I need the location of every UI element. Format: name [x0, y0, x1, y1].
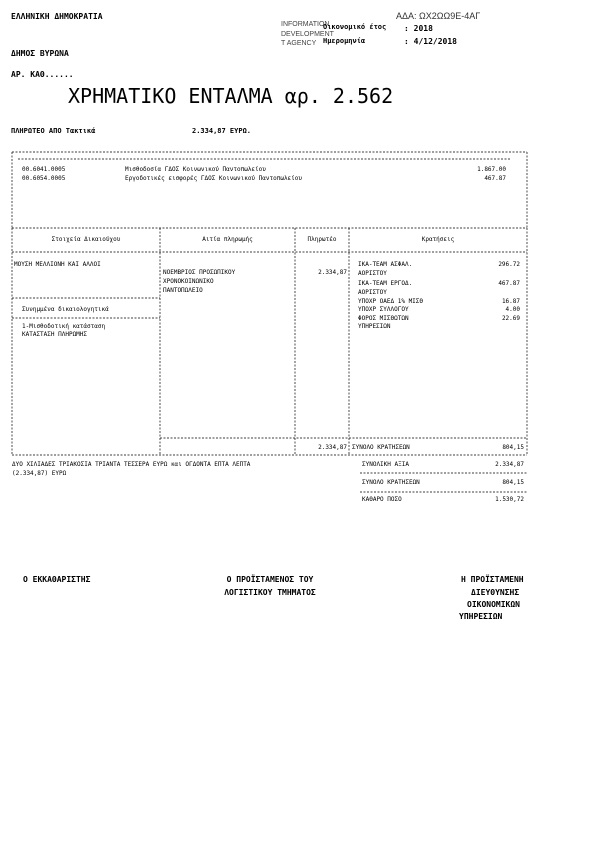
column-header-payable: Πληρωτέο — [307, 236, 337, 243]
budget-description-2: Εργοδοτικές εισφορές ΓΔΟΣ Κοινωνικού Παντοπωλείου — [125, 175, 303, 182]
deduction-amount: 22.69 — [501, 315, 520, 322]
date-value: : 4/12/2018 — [404, 37, 457, 46]
reason-line-2: ΧΡΟΝΟΚΟΙΝΩΝΙΚΟ — [163, 278, 214, 285]
deduction-label: ΥΠΗΡΕΣΙΩΝ — [358, 323, 391, 330]
payment-source-label: ΠΛΗΡΩΤΕΟ ΑΠΟ Τακτικά — [11, 127, 96, 135]
amount-in-words-line-1: ΔΥΟ ΧΙΛΙΑΔΕΣ ΤΡΙΑΚΟΣΙΑ ΤΡΙΑΝΤΑ ΤΕΣΣΕΡΑ ΕΥΡΩ και ΟΓΔΟΝΤΑ ΕΠΤΑ ΛΕΠΤΑ — [12, 461, 251, 468]
column-header-creditor: Στοιχεία Δικαιούχου — [51, 236, 121, 243]
state-name: ΕΛΛΗΝΙΚΗ ΔΗΜΟΚΡΑΤΙΑ — [11, 12, 103, 21]
budget-amount-1: 1.867.00 — [477, 166, 506, 173]
fiscal-year-value: : 2018 — [404, 24, 433, 33]
ada-code: ΑΔΑ: ΩΧ2ΩΩ9Ε-4ΑΓ — [396, 11, 481, 21]
deduction-label: ΑΟΡΙΣΤΟΥ — [358, 289, 387, 296]
deduction-label: ΙΚΑ-ΤΕΑΜ ΕΡΓΟΔ. — [358, 280, 413, 287]
deduction-label: ΙΚΑ-ΤΕΑΜ ΑΣΦΑΛ. — [358, 261, 413, 268]
summary-net-amount: 1.530,72 — [495, 496, 524, 503]
deduction-amount: 467.87 — [498, 280, 520, 287]
deduction-amount: 16.87 — [501, 298, 520, 305]
date-label: Ημερομηνία — [323, 37, 366, 45]
deduction-amount: 296.72 — [498, 261, 520, 268]
amount-in-words-line-2: (2.334,87) ΕΥΡΩ — [12, 470, 67, 477]
signature-director-line-1: Η ΠΡΟΪΣΤΑΜΕΝΗ — [461, 575, 524, 584]
signature-director-line-4: ΥΠΗΡΕΣΙΩΝ — [459, 612, 503, 621]
budget-amount-2: 467.87 — [484, 175, 506, 182]
column-header-reason: Αιτία πληρωμής — [202, 236, 253, 243]
deduction-label: ΦΟΡΟΣ ΜΙΣΘΩΤΩΝ — [358, 315, 409, 322]
summary-total-label: ΣΥΝΟΛΙΚΗ ΑΞΙΑ — [362, 461, 409, 468]
stamp-line-3: T AGENCY — [281, 40, 317, 47]
stamp-line-2: DEVELOPMENT — [281, 31, 334, 38]
stamp-line-1: INFORMATION — [281, 21, 330, 28]
reason-line-1: ΝΟΕΜΒΡΙΟΣ ΠΡΟΣΩΠΙΚΟΥ — [163, 269, 236, 276]
totals-deductions-label: ΣΥΝΟΛΟ ΚΡΑΤΗΣΕΩΝ — [352, 444, 410, 451]
attachment-1: 1-Μισθοδοτική κατάσταση — [22, 323, 106, 330]
summary-net-label: ΚΑΘΑΡΟ ΠΟΣΟ — [362, 496, 402, 503]
deduction-label: ΑΟΡΙΣΤΟΥ — [358, 270, 387, 277]
budget-code-1: 00.6041.0005 — [22, 166, 66, 173]
deduction-label: ΥΠΟΧΡ ΟΑΕΔ 1% ΜΙΣΘ — [358, 298, 424, 305]
payment-total: 2.334,87 ΕΥΡΩ. — [192, 127, 252, 135]
attachment-2: ΚΑΤΑΣΤΑΣΗ ΠΛΗΡΩΜΗΣ — [22, 331, 88, 338]
deduction-amount: 4.00 — [505, 306, 520, 313]
summary-total-amount: 2.334,87 — [495, 461, 524, 468]
signature-director-line-2: ΔΙΕΥΘΥΝΣΗΣ — [471, 588, 520, 597]
totals-deductions-amount: 804,15 — [502, 444, 524, 451]
budget-description-1: Μισθοδοσία ΓΔΟΣ Κοινωνικού Παντοπωλείου — [125, 166, 266, 173]
totals-payable: 2.334,87 — [318, 444, 347, 451]
column-header-deductions: Κρατήσεις — [421, 236, 455, 243]
fiscal-year-label: Οικονομικό έτος — [323, 23, 387, 31]
signature-director-line-3: ΟΙΚΟΝΟΜΙΚΩΝ — [467, 600, 520, 609]
municipality-name: ΔΗΜΟΣ ΒΥΡΩΝΑ — [11, 49, 69, 58]
deduction-label: ΥΠΟΧΡ ΣΥΛΛΟΓΟΥ — [358, 306, 409, 313]
attachments-label: Συνημμένα δικαιολογητικά — [22, 306, 109, 313]
creditor-name: ΜΟΥΣΗ ΜΕΛΛΙΟΝΗ ΚΑΙ ΑΛΛΟΙ — [14, 261, 101, 268]
signature-accounting-head-line-2: ΛΟΓΙΣΤΙΚΟΥ ΤΜΗΜΑΤΟΣ — [224, 588, 316, 597]
payable-amount: 2.334,87 — [318, 269, 347, 276]
signature-liquidator: Ο ΕΚΚΑΘΑΡΙΣΤΗΣ — [23, 575, 91, 584]
reason-line-3: ΠΑΝΤΟΠΩΛΕΙΟ — [163, 287, 203, 294]
summary-deductions-label: ΣΥΝΟΛΟ ΚΡΑΤΗΣΕΩΝ — [362, 479, 420, 486]
protocol-number: ΑΡ. ΚΑΘ...... — [11, 70, 74, 79]
summary-deductions-amount: 804,15 — [502, 479, 524, 486]
signature-accounting-head-line-1: Ο ΠΡΟΪΣΤΑΜΕΝΟΣ ΤΟΥ — [226, 575, 314, 584]
budget-code-2: 00.6054.0005 — [22, 175, 66, 182]
document-title: ΧΡΗΜΑΤΙΚΟ ΕΝΤΑΛΜΑ αρ. 2.562 — [68, 84, 394, 108]
